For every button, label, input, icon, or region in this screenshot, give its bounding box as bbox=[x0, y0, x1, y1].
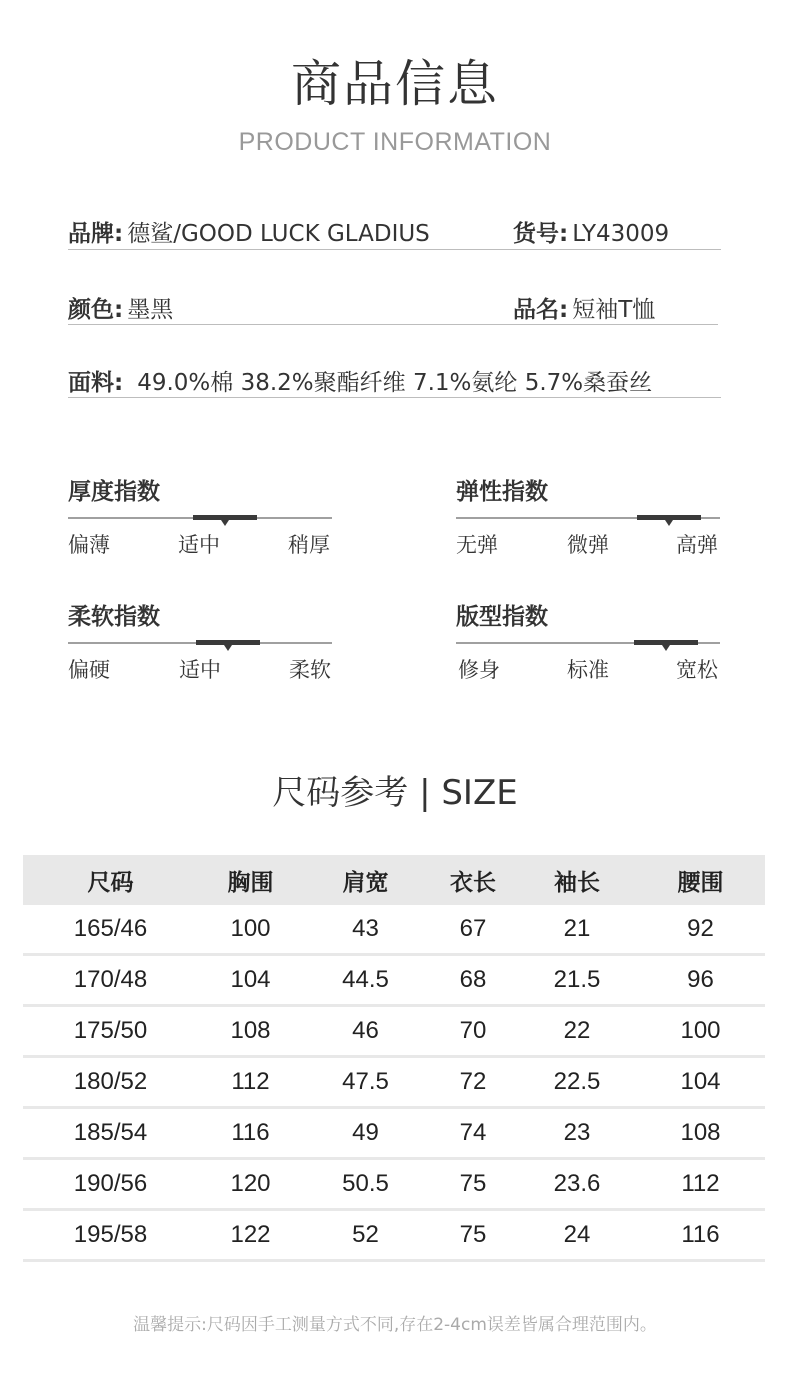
index-label: 微弹 bbox=[567, 533, 609, 557]
table-cell: 70 bbox=[428, 1006, 518, 1057]
table-cell: 44.5 bbox=[303, 955, 428, 1006]
table-cell: 67 bbox=[428, 905, 518, 955]
page-title: 商品信息 bbox=[291, 55, 499, 113]
size-disclaimer-note: 温馨提示:尺码因手工测量方式不同,存在2-4cm误差皆属合理范围内。 bbox=[133, 1315, 657, 1335]
product-name-value: 短袖T恤 bbox=[572, 297, 656, 323]
size-table bbox=[23, 855, 765, 1262]
size-section-title: 尺码参考 | SIZE bbox=[272, 773, 518, 813]
index-label: 柔软 bbox=[289, 658, 331, 682]
divider bbox=[68, 249, 721, 250]
table-row bbox=[23, 1210, 765, 1261]
index-pointer-icon bbox=[665, 520, 673, 526]
thickness-index bbox=[68, 473, 334, 563]
table-cell: 46 bbox=[303, 1006, 428, 1057]
index-label: 偏硬 bbox=[68, 658, 110, 682]
table-cell: 170/48 bbox=[23, 955, 198, 1006]
table-cell: 43 bbox=[303, 905, 428, 955]
table-header-row bbox=[23, 855, 765, 905]
table-row bbox=[23, 905, 765, 955]
table-cell: 74 bbox=[428, 1108, 518, 1159]
table-cell: 195/58 bbox=[23, 1210, 198, 1261]
color-label: 颜色: bbox=[68, 297, 124, 323]
table-cell: 108 bbox=[636, 1108, 765, 1159]
divider bbox=[68, 324, 718, 325]
table-cell: 190/56 bbox=[23, 1159, 198, 1210]
softness-index bbox=[68, 598, 334, 688]
table-cell: 185/54 bbox=[23, 1108, 198, 1159]
table-cell: 112 bbox=[198, 1057, 303, 1108]
table-cell: 96 bbox=[636, 955, 765, 1006]
index-title: 版型指数 bbox=[456, 604, 548, 630]
column-header: 尺码 bbox=[23, 855, 198, 905]
table-cell: 92 bbox=[636, 905, 765, 955]
table-cell: 22.5 bbox=[518, 1057, 636, 1108]
table-cell: 68 bbox=[428, 955, 518, 1006]
column-header: 肩宽 bbox=[303, 855, 428, 905]
index-title: 柔软指数 bbox=[68, 604, 160, 630]
table-cell: 122 bbox=[198, 1210, 303, 1261]
page-subtitle: PRODUCT INFORMATION bbox=[238, 128, 552, 156]
index-label: 宽松 bbox=[676, 658, 718, 682]
table-cell: 120 bbox=[198, 1159, 303, 1210]
table-cell: 104 bbox=[198, 955, 303, 1006]
table-row bbox=[23, 955, 765, 1006]
index-title: 弹性指数 bbox=[456, 479, 548, 505]
index-label: 修身 bbox=[458, 658, 500, 682]
table-cell: 72 bbox=[428, 1057, 518, 1108]
index-label: 标准 bbox=[567, 658, 609, 682]
fit-index bbox=[456, 598, 722, 688]
table-cell: 75 bbox=[428, 1210, 518, 1261]
brand-value: 德鲨/GOOD LUCK GLADIUS bbox=[127, 221, 430, 247]
table-cell: 112 bbox=[636, 1159, 765, 1210]
table-cell: 49 bbox=[303, 1108, 428, 1159]
table-cell: 23.6 bbox=[518, 1159, 636, 1210]
index-pointer-icon bbox=[221, 520, 229, 526]
sku-value: LY43009 bbox=[572, 221, 670, 247]
table-cell: 100 bbox=[198, 905, 303, 955]
table-cell: 75 bbox=[428, 1159, 518, 1210]
table-cell: 47.5 bbox=[303, 1057, 428, 1108]
index-label: 适中 bbox=[179, 658, 221, 682]
product-name-row bbox=[513, 291, 655, 324]
index-title: 厚度指数 bbox=[68, 479, 160, 505]
table-cell: 116 bbox=[198, 1108, 303, 1159]
table-cell: 100 bbox=[636, 1006, 765, 1057]
table-row bbox=[23, 1159, 765, 1210]
table-cell: 180/52 bbox=[23, 1057, 198, 1108]
fabric-row bbox=[68, 364, 652, 397]
table-row bbox=[23, 1108, 765, 1159]
brand-label: 品牌: bbox=[68, 221, 124, 247]
table-cell: 21.5 bbox=[518, 955, 636, 1006]
column-header: 胸围 bbox=[198, 855, 303, 905]
fabric-value: 49.0%棉 38.2%聚酯纤维 7.1%氨纶 5.7%桑蚕丝 bbox=[137, 370, 653, 396]
product-name-label: 品名: bbox=[513, 297, 569, 323]
index-pointer-icon bbox=[224, 645, 232, 651]
color-row bbox=[68, 291, 173, 324]
index-label: 高弹 bbox=[676, 533, 718, 557]
table-cell: 52 bbox=[303, 1210, 428, 1261]
index-label: 适中 bbox=[178, 533, 220, 557]
color-value: 墨黑 bbox=[127, 297, 174, 323]
table-row bbox=[23, 1057, 765, 1108]
index-label: 稍厚 bbox=[288, 533, 330, 557]
table-cell: 21 bbox=[518, 905, 636, 955]
table-cell: 165/46 bbox=[23, 905, 198, 955]
table-cell: 24 bbox=[518, 1210, 636, 1261]
fabric-label: 面料: bbox=[68, 370, 124, 396]
table-cell: 23 bbox=[518, 1108, 636, 1159]
table-cell: 22 bbox=[518, 1006, 636, 1057]
elasticity-index bbox=[456, 473, 722, 563]
index-pointer-icon bbox=[662, 645, 670, 651]
table-cell: 50.5 bbox=[303, 1159, 428, 1210]
table-cell: 175/50 bbox=[23, 1006, 198, 1057]
index-label: 偏薄 bbox=[68, 533, 110, 557]
brand-row bbox=[68, 215, 430, 248]
table-cell: 116 bbox=[636, 1210, 765, 1261]
column-header: 袖长 bbox=[518, 855, 636, 905]
index-label: 无弹 bbox=[456, 533, 498, 557]
sku-label: 货号: bbox=[513, 221, 569, 247]
column-header: 衣长 bbox=[428, 855, 518, 905]
table-cell: 108 bbox=[198, 1006, 303, 1057]
table-row bbox=[23, 1006, 765, 1057]
column-header: 腰围 bbox=[636, 855, 765, 905]
sku-row bbox=[513, 215, 669, 248]
divider bbox=[68, 397, 721, 398]
table-cell: 104 bbox=[636, 1057, 765, 1108]
